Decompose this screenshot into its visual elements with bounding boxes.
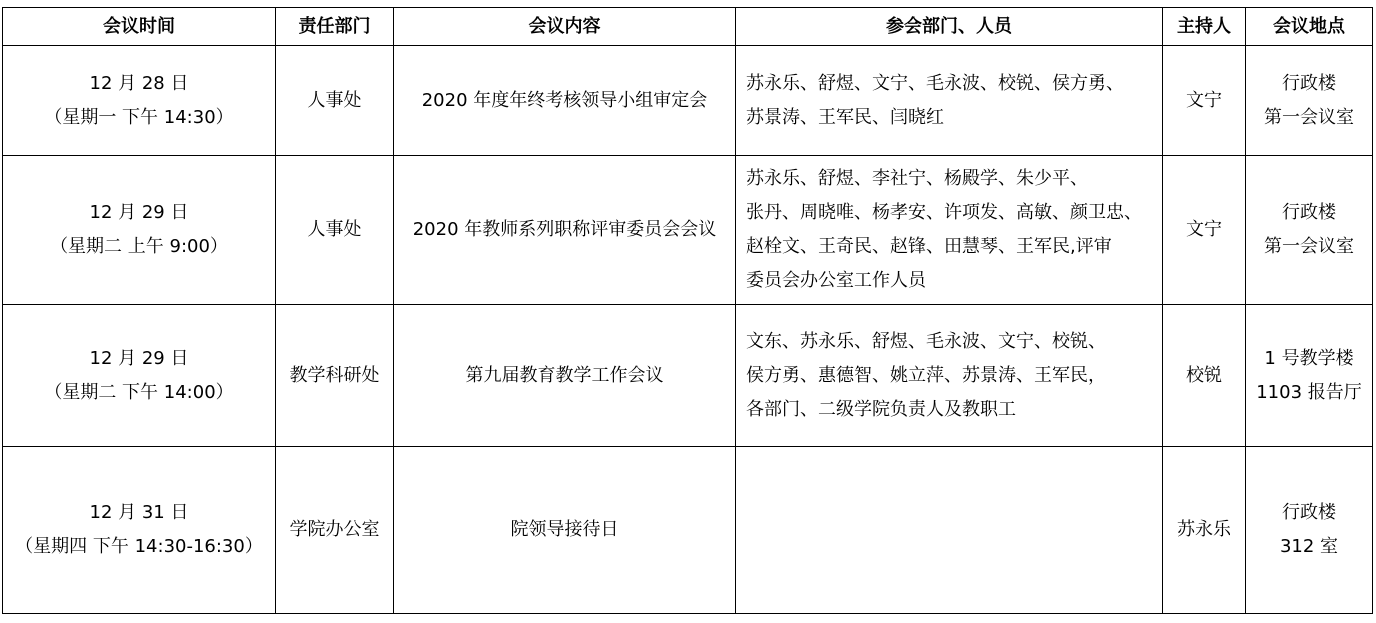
table-row <box>3 156 1373 305</box>
table-row <box>3 305 1373 447</box>
location-building: 1 号教学楼 <box>1264 347 1354 369</box>
location-building: 行政楼 <box>1282 502 1336 523</box>
meeting-location-cell <box>1246 447 1373 614</box>
meeting-schedule-table <box>2 7 1373 614</box>
header-time: 会议时间 <box>3 8 276 46</box>
table-row <box>3 46 1373 156</box>
location-room: 第一会议室 <box>1264 236 1354 257</box>
meeting-content: 第九届教育教学工作会议 <box>394 305 736 447</box>
meeting-weekday-time: （星期二 下午 14:00） <box>44 381 234 403</box>
header-host: 主持人 <box>1163 8 1246 46</box>
meeting-host: 苏永乐 <box>1163 447 1246 614</box>
attendees-cell <box>736 305 1163 447</box>
meeting-date: 12 月 31 日 <box>89 502 189 523</box>
meeting-weekday-time: （星期四 下午 14:30-16:30） <box>15 536 263 557</box>
header-attendees: 参会部门、人员 <box>736 8 1163 46</box>
meeting-date: 12 月 29 日 <box>89 202 189 223</box>
responsible-dept: 教学科研处 <box>276 305 394 447</box>
header-dept: 责任部门 <box>276 8 394 46</box>
responsible-dept: 学院办公室 <box>276 447 394 614</box>
location-room: 1103 报告厅 <box>1256 381 1362 403</box>
meeting-weekday-time: （星期一 下午 14:30） <box>44 106 234 128</box>
meeting-content: 2020 年度年终考核领导小组审定会 <box>394 46 736 156</box>
header-content: 会议内容 <box>394 8 736 46</box>
header-location: 会议地点 <box>1246 8 1373 46</box>
meeting-host: 校锐 <box>1163 305 1246 447</box>
meeting-host: 文宁 <box>1163 46 1246 156</box>
meeting-time-cell <box>3 156 276 305</box>
meeting-content: 2020 年教师系列职称评审委员会会议 <box>394 156 736 305</box>
attendees-line: 文东、苏永乐、舒煜、毛永波、文宁、校锐、 <box>746 330 1106 352</box>
attendees-line: 张丹、周晓唯、杨孝安、许项发、高敏、颜卫忠、 <box>746 202 1142 223</box>
responsible-dept: 人事处 <box>276 156 394 305</box>
meeting-content: 院领导接待日 <box>394 447 736 614</box>
responsible-dept: 人事处 <box>276 46 394 156</box>
header-row <box>3 8 1373 46</box>
table-row <box>3 447 1373 614</box>
location-room: 312 室 <box>1279 536 1339 557</box>
attendees-cell <box>736 156 1163 305</box>
location-room: 第一会议室 <box>1264 106 1354 128</box>
meeting-weekday-time: （星期二 上午 9:00） <box>50 236 228 257</box>
meeting-time-cell <box>3 447 276 614</box>
meeting-time-cell <box>3 305 276 447</box>
attendees-line: 赵栓文、王奇民、赵锋、田慧琴、王军民,评审 <box>746 236 1112 257</box>
attendees-cell <box>736 46 1163 156</box>
meeting-time-cell <box>3 46 276 156</box>
attendees-cell-empty <box>736 447 1163 614</box>
meeting-date: 12 月 28 日 <box>89 72 189 94</box>
attendees-line: 侯方勇、惠德智、姚立萍、苏景涛、王军民， <box>746 364 1106 386</box>
meeting-location-cell <box>1246 305 1373 447</box>
attendees-line: 苏永乐、舒煜、李社宁、杨殿学、朱少平、 <box>746 168 1088 189</box>
location-building: 行政楼 <box>1282 72 1336 94</box>
meeting-location-cell <box>1246 156 1373 305</box>
attendees-line: 苏永乐、舒煜、文宁、毛永波、校锐、侯方勇、 <box>746 72 1124 94</box>
meeting-location-cell <box>1246 46 1373 156</box>
location-building: 行政楼 <box>1282 202 1336 223</box>
meeting-date: 12 月 29 日 <box>89 347 189 369</box>
attendees-line: 各部门、二级学院负责人及教职工 <box>746 398 1016 420</box>
meeting-host: 文宁 <box>1163 156 1246 305</box>
attendees-line: 苏景涛、王军民、闫晓红 <box>746 106 944 128</box>
attendees-line: 委员会办公室工作人员 <box>746 270 926 291</box>
